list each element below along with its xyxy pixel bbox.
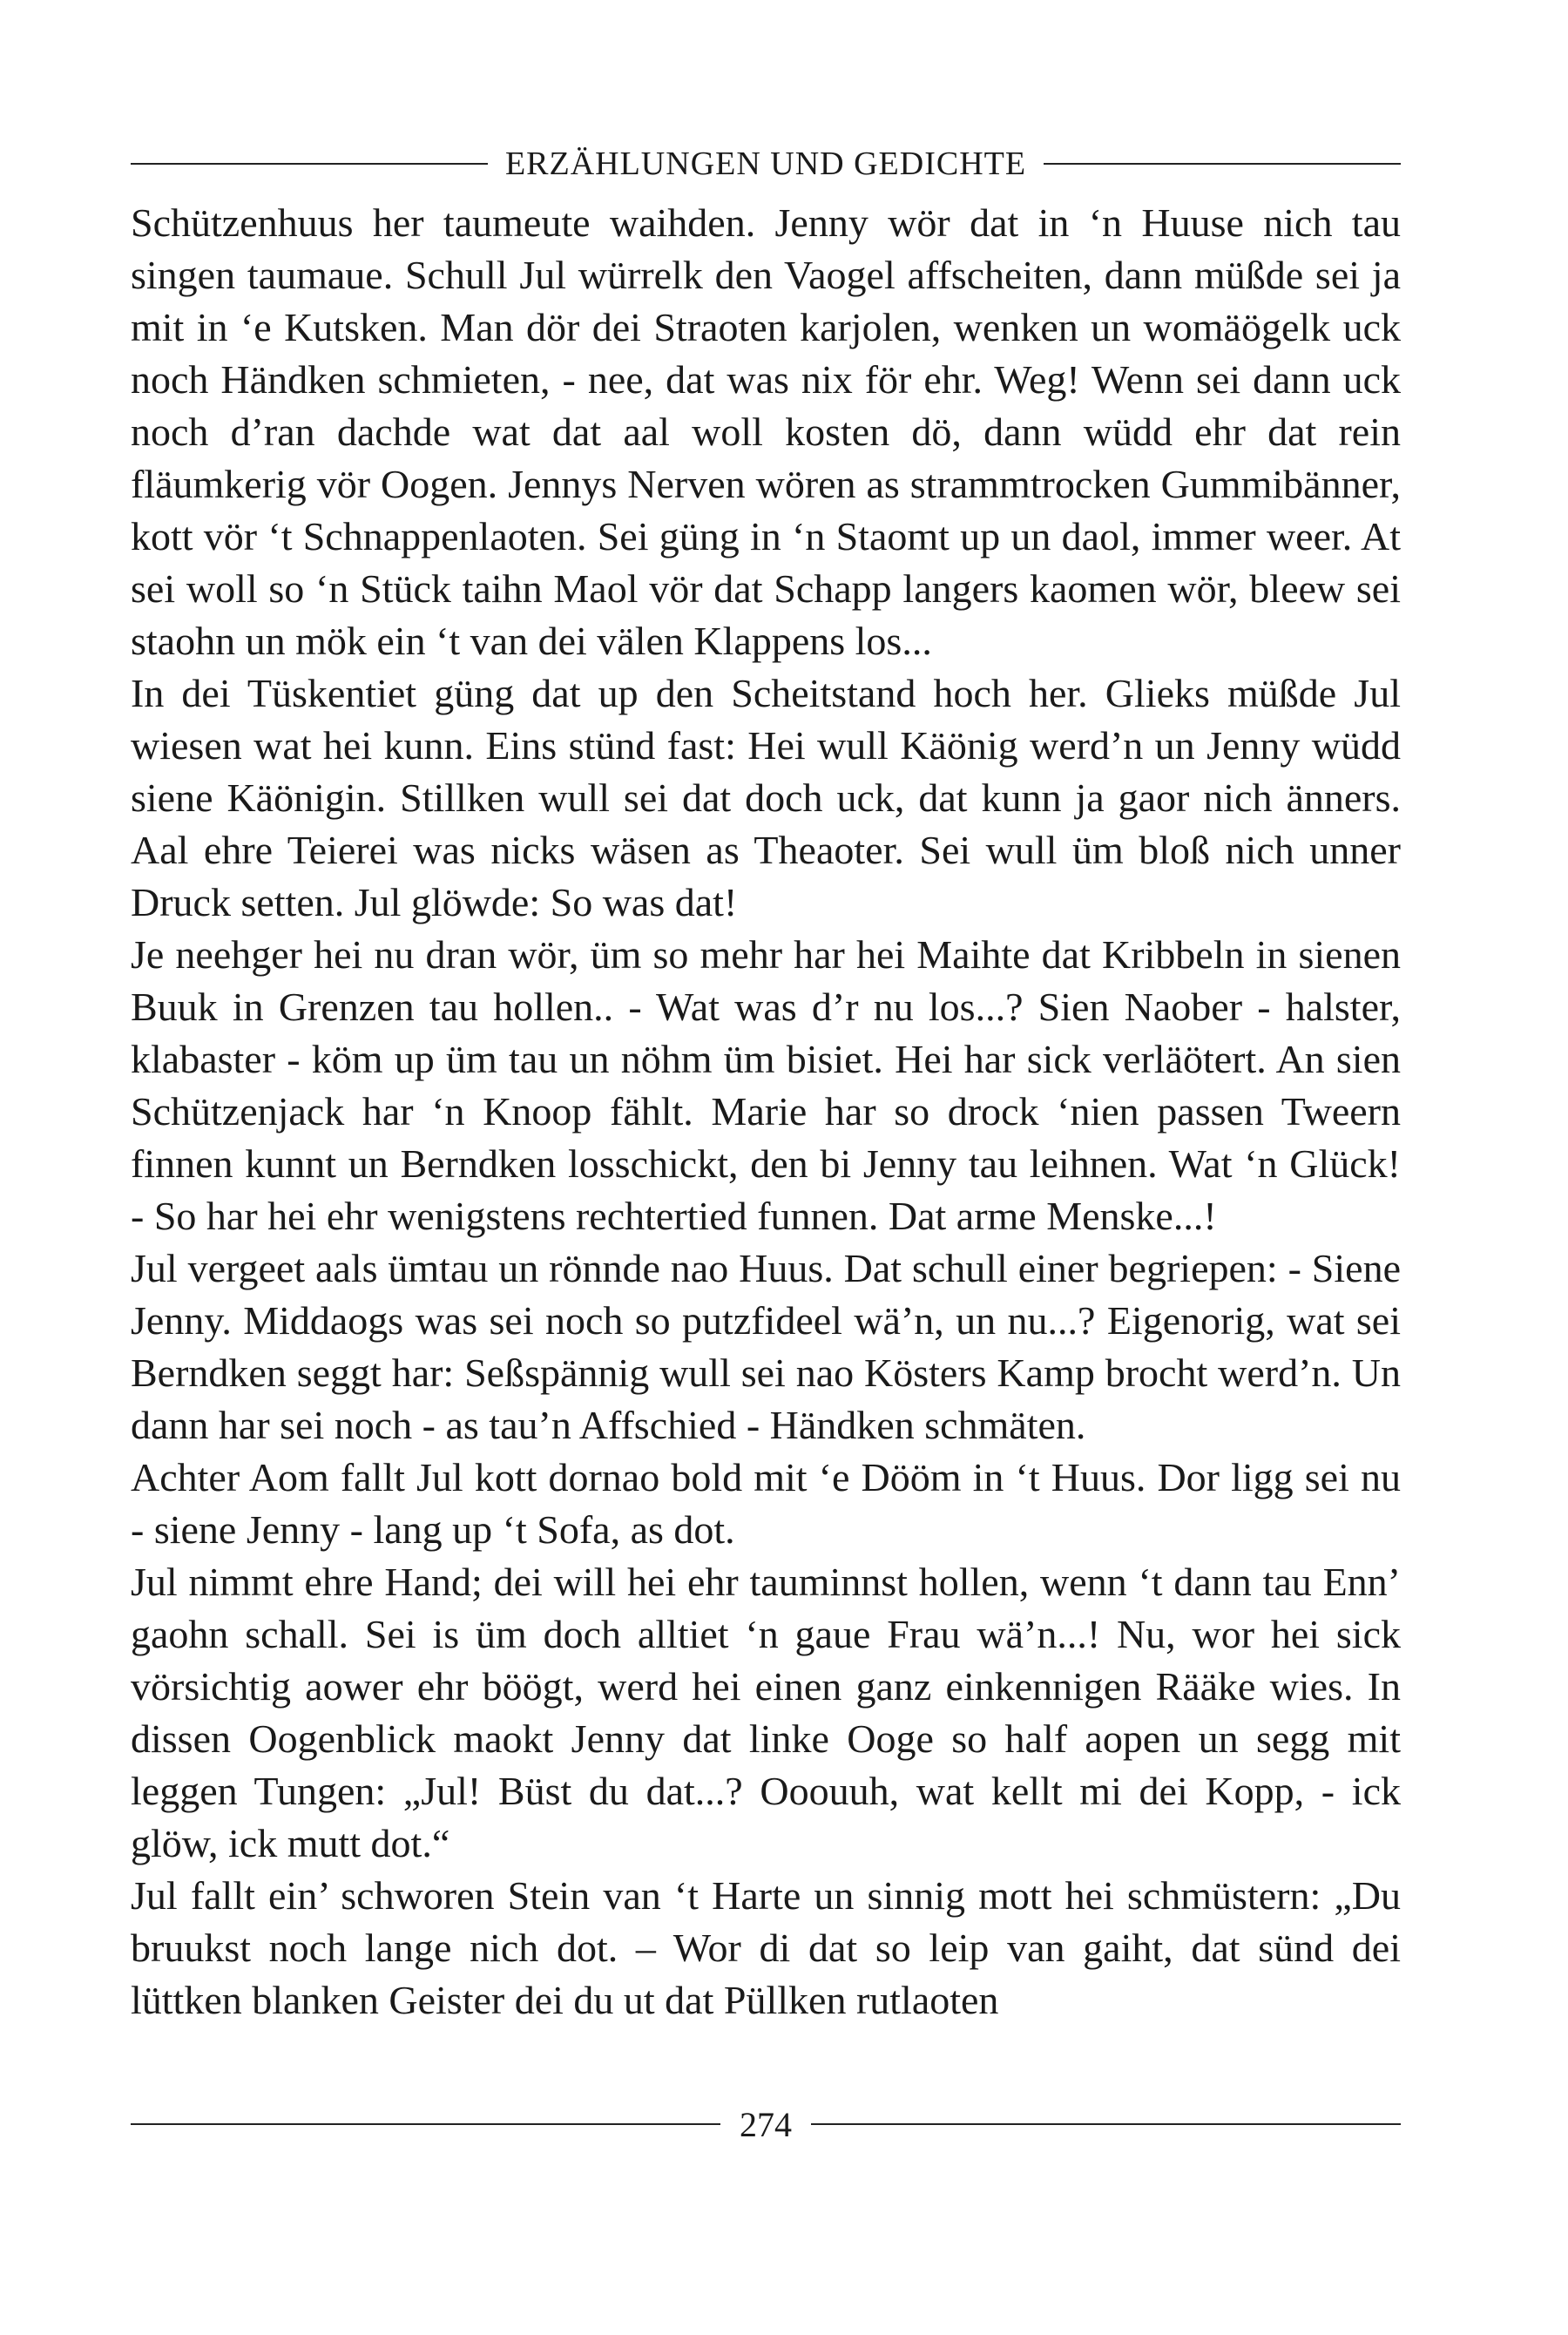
running-header-title: ERZÄHLUNGEN UND GEDICHTE [504, 146, 1027, 182]
header-rule-left [131, 163, 488, 165]
footer-rule-left [131, 2123, 720, 2125]
paragraph: Je neehger hei nu dran wör, üm so mehr har hei Maihte dat Kribbeln in sienen Buuk in Grenzen tau hollen.. - Wat was d’r nu los...? Sien Naober - halster, klabaster - köm up üm tau un nöhm üm bisiet. Hei har sick verläötert. An sien Schützenjack har ‘n Knoop fählt. Marie har so drock ‘nien passen Tweern finnen kunnt un Berndken losschickt, den bi Jenny tau leihnen. Wat ‘n Glück! - So har hei ehr wenigstens rechtertied funnen. Dat arme Menske...! [131, 932, 1401, 1238]
running-header [131, 139, 1401, 188]
paragraph: Jul nimmt ehre Hand; dei will hei ehr tauminnst hollen, wenn ‘t dann tau Enn’ gaohn schall. Sei is üm doch alltiet ‘n gaue Frau wä’n...! Nu, wor hei sick vörsichtig aower ehr böögt, werd hei einen ganz einkennigen Rääke wies. In dissen Oogenblick maokt Jenny dat linke Ooge so half aopen un segg mit leggen Tungen: „Jul! Büst du dat...? Ooouuh, wat kellt mi dei Kopp, - ick glöw, ick mutt dot.“ [131, 1560, 1401, 1865]
paragraph: In dei Tüskentiet güng dat up den Scheitstand hoch her. Glieks müßde Jul wiesen wat hei kunn. Eins stünd fast: Hei wull Käönig werd’n un Jenny wüdd siene Käönigin. Stillken wull sei dat doch uck, dat kunn ja gaor nich änners. Aal ehre Teierei was nicks wäsen as Theaoter. Sei wull üm bloß nich unner Druck setten. Jul glöwde: So was dat! [131, 671, 1401, 924]
body-text [131, 197, 1401, 2096]
paragraph: Schützenhuus her taumeute waihden. Jenny wör dat in ‘n Huuse nich tau singen taumaue. Schull Jul würrelk den Vaogel affscheiten, dann müßde sei ja mit in ‘e Kutsken. Man dör dei Straoten karjolen, wenken un womäögelk uck noch Händken schmieten, - nee, dat was nix för ehr. Weg! Wenn sei dann uck noch d’ran dachde wat dat aal woll kosten dö, dann wüdd ehr dat rein fläumkerig vör Oogen. Jennys Nerven wören as strammtrocken Gummibänner, kott vör ‘t Schnappenlaoten. Sei güng in ‘n Staomt up un daol, immer weer. At sei woll so ‘n Stück taihn Maol vör dat Schapp langers kaomen wör, bleew sei staohn un mök ein ‘t van dei välen Klappens los... [131, 200, 1401, 663]
footer-rule-right [811, 2123, 1401, 2125]
header-rule-right [1044, 163, 1401, 165]
page-number: 274 [740, 2104, 792, 2144]
paragraph: Jul vergeet aals ümtau un rönnde nao Huus. Dat schull einer begriepen: - Siene Jenny. Middaogs was sei noch so putzfideel wä’n, un nu...? Eigenorig, wat sei Berndken seggt har: Seßspännig wull sei nao Kösters Kamp brocht werd’n. Un dann har sei noch - as tau’n Affschied - Händken schmäten. [131, 1246, 1401, 1447]
paragraph: Achter Aom fallt Jul kott dornao bold mit ‘e Dööm in ‘t Huus. Dor ligg sei nu - siene Jenny - lang up ‘t Sofa, as dot. [131, 1455, 1401, 1552]
paragraph: Jul fallt ein’ schworen Stein van ‘t Harte un sinnig mott hei schmüstern: „Du bruukst noch lange nich dot. – Wor di dat so leip van gaiht, dat sünd dei lüttken blanken Geister dei du ut dat Püllken rutlaoten [131, 1873, 1401, 2022]
page-footer [131, 2100, 1401, 2149]
